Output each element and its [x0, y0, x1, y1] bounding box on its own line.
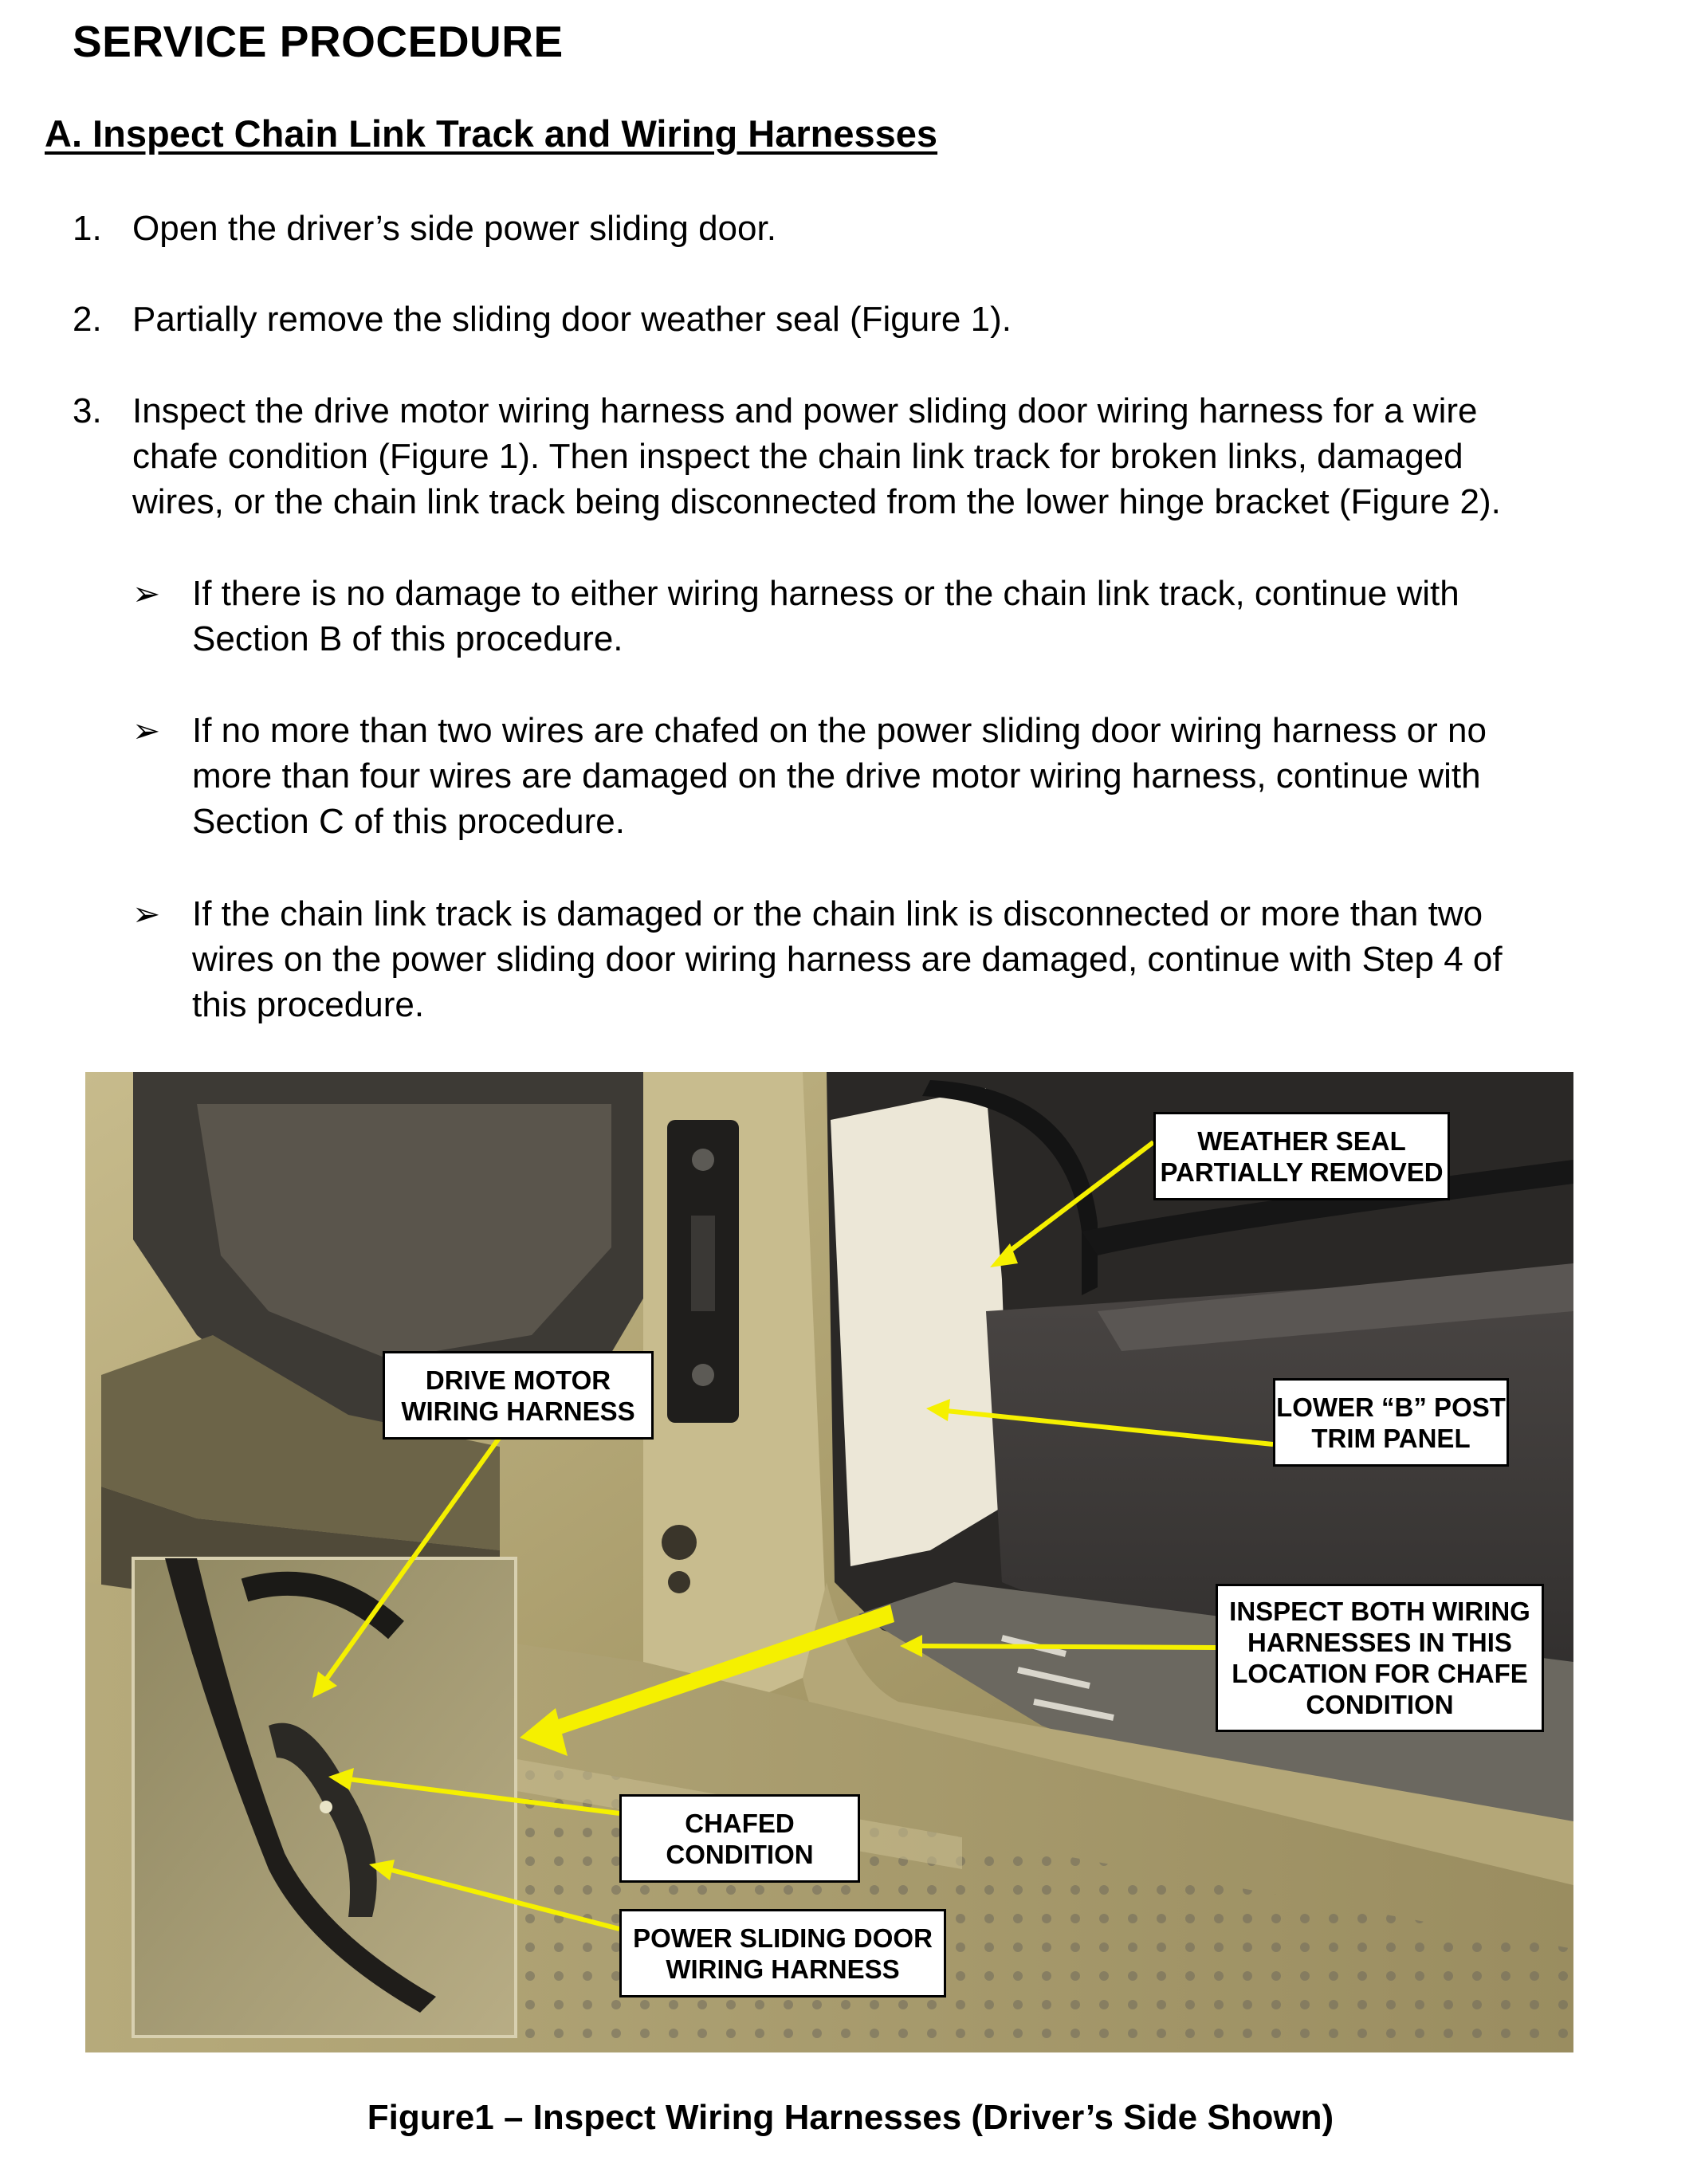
bullet-line: If there is no damage to either wiring harness or the chain link track, continue with — [192, 574, 1459, 613]
bullet-line: this procedure. — [192, 985, 425, 1024]
step-line: chafe condition (Figure 1). Then inspect the chain link track for broken links, damaged — [132, 437, 1463, 476]
arrow-bullet-icon: ➢ — [132, 712, 161, 749]
vehicle-door-photo — [85, 1072, 1573, 2052]
page-title: SERVICE PROCEDURE — [73, 17, 564, 66]
callout-line: TRIM PANEL — [1311, 1423, 1471, 1453]
callout-line: CONDITION — [666, 1839, 814, 1869]
step-line: Inspect the drive motor wiring harness and power sliding door wiring harness for a wire — [132, 391, 1478, 430]
step-line: Open the driver’s side power sliding door. — [132, 209, 776, 248]
callout-inspect-both — [1216, 1584, 1544, 1732]
bullet-line: If no more than two wires are chafed on the power sliding door wiring harness or no — [192, 711, 1487, 750]
step-text — [132, 206, 776, 251]
callout-line: POWER SLIDING DOOR — [633, 1923, 933, 1953]
step-number: 3. — [73, 391, 102, 430]
bullet-text — [192, 571, 1459, 662]
bullet-line: more than four wires are damaged on the drive motor wiring harness, continue with — [192, 756, 1481, 795]
arrow-bullet-icon: ➢ — [132, 895, 161, 933]
bullet-line: Section C of this procedure. — [192, 802, 625, 841]
step-line: Partially remove the sliding door weather seal (Figure 1). — [132, 300, 1012, 339]
figure-photo — [85, 1072, 1573, 2052]
callout-lower-b-post — [1273, 1378, 1509, 1467]
bullet-text — [192, 891, 1503, 1027]
step-line: wires, or the chain link track being disconnected from the lower hinge bracket (Figure 2). — [132, 482, 1501, 521]
callout-line: WIRING HARNESS — [666, 1954, 900, 1984]
bullet-line: Section B of this procedure. — [192, 619, 623, 658]
callout-drive-motor — [383, 1351, 654, 1440]
figure-caption: Figure1 – Inspect Wiring Harnesses (Driver’s Side Shown) — [367, 2098, 1334, 2137]
callout-line: CONDITION — [1306, 1690, 1454, 1719]
callout-line: LOWER “B” POST — [1276, 1392, 1506, 1422]
step-number: 2. — [73, 300, 102, 339]
step-number: 1. — [73, 209, 102, 248]
callout-line: WEATHER SEAL — [1197, 1125, 1406, 1156]
callout-line: WIRING HARNESS — [401, 1396, 635, 1426]
callout-line: INSPECT BOTH WIRING — [1229, 1597, 1530, 1626]
bullet-line: If the chain link track is damaged or the chain link is disconnected or more than two — [192, 894, 1483, 933]
callout-line: LOCATION FOR CHAFE — [1232, 1659, 1528, 1688]
bullet-line: wires on the power sliding door wiring harness are damaged, continue with Step 4 of — [192, 940, 1503, 979]
step-text — [132, 388, 1501, 524]
section-heading: A. Inspect Chain Link Track and Wiring Harnesses — [45, 112, 938, 155]
callout-weather-seal — [1153, 1112, 1450, 1200]
callout-chafed — [619, 1794, 860, 1883]
arrow-bullet-icon: ➢ — [132, 575, 161, 612]
bullet-text — [192, 708, 1487, 844]
callout-line: DRIVE MOTOR — [425, 1365, 611, 1395]
callout-power-sliding — [619, 1909, 946, 1997]
callout-line: PARTIALLY REMOVED — [1160, 1157, 1444, 1187]
step-text — [132, 297, 1012, 342]
callout-line: HARNESSES IN THIS — [1247, 1628, 1512, 1657]
callout-line: CHAFED — [685, 1808, 795, 1838]
